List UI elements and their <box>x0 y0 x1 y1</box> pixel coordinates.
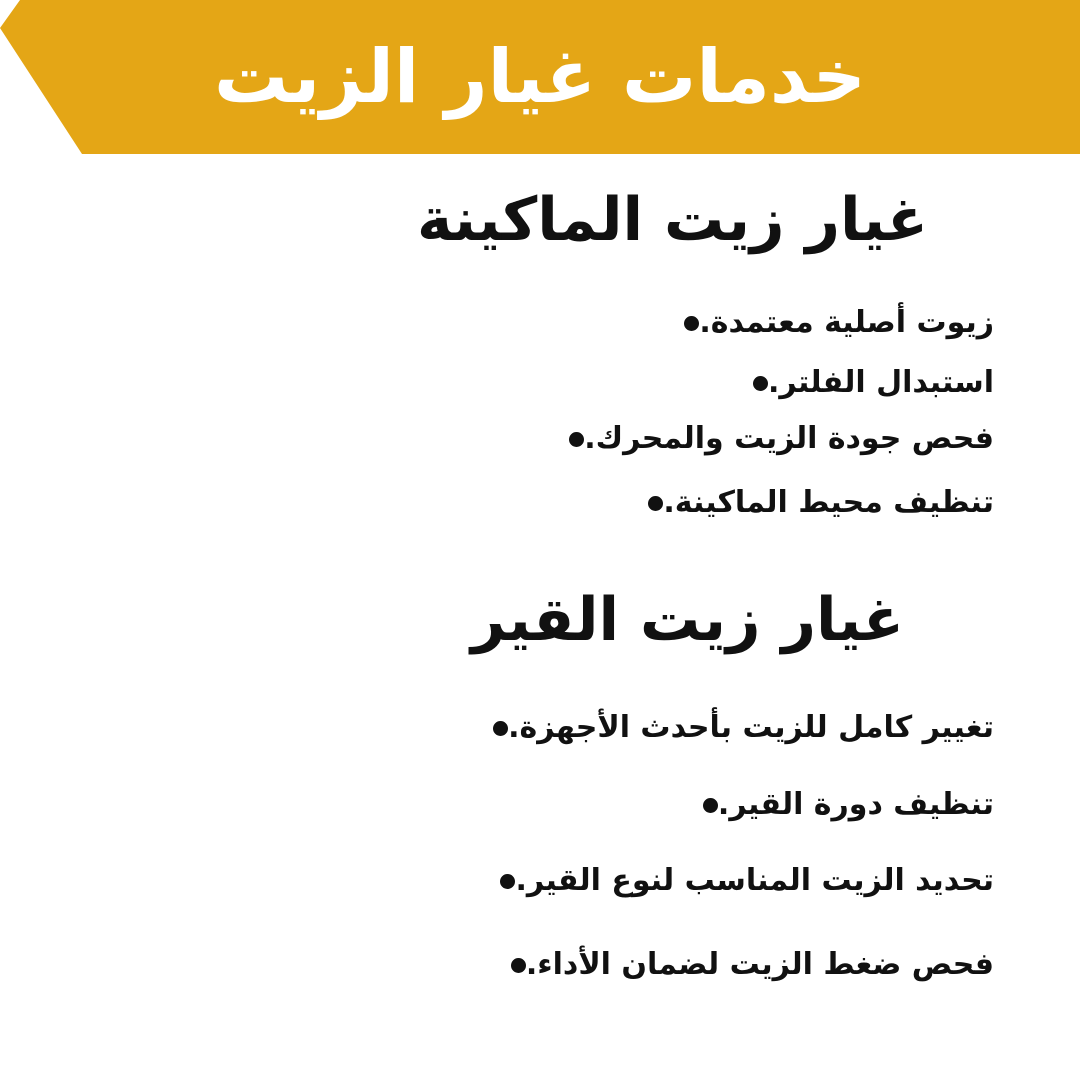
list-item-text: تحديد الزيت المناسب لنوع القير. <box>515 863 994 898</box>
bullet-icon <box>500 874 515 889</box>
bullet-icon <box>703 798 718 813</box>
list-item-text: زيوت أصلية معتمدة. <box>699 305 994 340</box>
list-item <box>460 856 994 906</box>
list-item <box>663 780 994 830</box>
list-item <box>723 358 994 408</box>
bullet-icon <box>684 316 699 331</box>
list-item <box>545 414 994 464</box>
list-item-text: فحص جودة الزيت والمحرك. <box>584 421 994 456</box>
list-item <box>465 940 994 990</box>
list-item <box>664 298 994 348</box>
list-item-text: تنظيف محيط الماكينة. <box>663 485 994 520</box>
list-item-text: تغيير كامل للزيت بأحدث الأجهزة. <box>508 710 994 745</box>
bullet-icon <box>569 432 584 447</box>
list-item-text: فحص ضغط الزيت لضمان الأداء. <box>525 947 994 982</box>
section-title-gear-oil: غيار زيت القير <box>470 585 904 655</box>
list-item <box>453 703 994 753</box>
list-item-text: تنظيف دورة القير. <box>717 787 994 822</box>
section-title-engine-oil: غيار زيت الماكينة <box>416 185 928 255</box>
bullet-icon <box>648 496 663 511</box>
bullet-icon <box>511 958 526 973</box>
list-item <box>628 478 994 528</box>
list-item-text: استبدال الفلتر. <box>767 365 994 400</box>
bullet-icon <box>493 721 508 736</box>
page-title: خدمات غيار الزيت <box>213 34 867 120</box>
bullet-icon <box>753 376 768 391</box>
